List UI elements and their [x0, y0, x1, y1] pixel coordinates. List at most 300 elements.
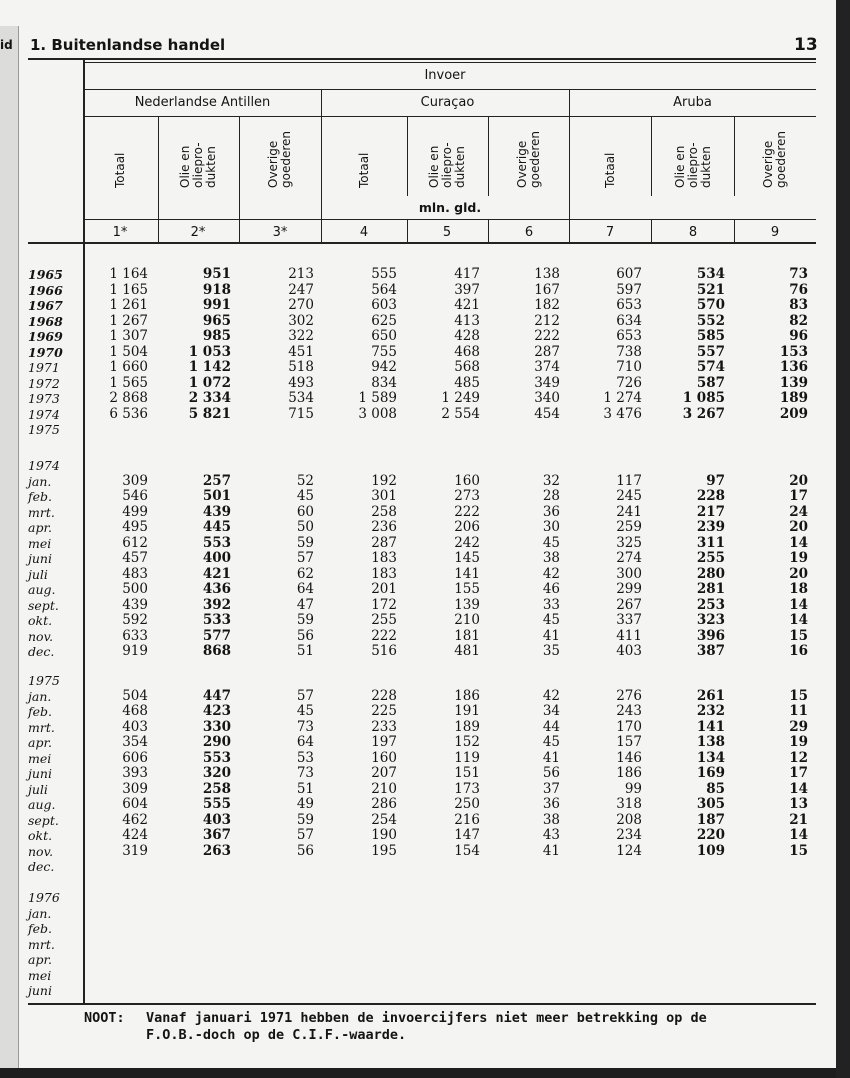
row-label: mei: [28, 967, 52, 983]
table-cell: 222: [534, 328, 560, 344]
table-cell: 258: [371, 503, 397, 520]
rule-top: [28, 58, 816, 60]
column-header-7: Totaal: [602, 152, 617, 188]
table-cell: 222: [454, 503, 480, 520]
table-cell: 241: [616, 503, 642, 520]
row-label: juli: [28, 566, 48, 582]
table-cell: 868: [202, 643, 231, 659]
table-title: Invoer: [424, 68, 466, 83]
rule-col-2: [239, 116, 240, 244]
table-cell: 64: [296, 734, 314, 750]
column-header-5: Olie en oliepro- dukten: [426, 142, 467, 188]
table-cell: 6 536: [109, 405, 148, 422]
table-cell: 30: [542, 519, 560, 535]
table-cell: 183: [371, 550, 397, 566]
table-cell: 232: [696, 703, 725, 719]
table-cell: 21: [789, 811, 808, 828]
table-cell: 428: [454, 328, 480, 344]
table-cell: 555: [202, 796, 231, 812]
table-cell: 1 053: [188, 343, 231, 360]
table-cell: 1 267: [109, 312, 148, 329]
row-label: aug.: [28, 582, 56, 597]
table-cell: 374: [534, 359, 560, 375]
table-cell: 28: [542, 488, 560, 504]
table-cell: 153: [779, 343, 808, 360]
row-label: juni: [28, 766, 52, 781]
table-cell: 577: [202, 627, 231, 644]
table-cell: 397: [454, 281, 480, 298]
table-cell: 154: [454, 842, 480, 859]
facing-page-edge: [0, 26, 19, 1068]
table-cell: 239: [696, 519, 725, 535]
row-label: jan.: [28, 688, 52, 704]
table-cell: 625: [371, 312, 397, 329]
row-label: mrt.: [28, 504, 55, 520]
table-cell: 20: [789, 519, 808, 535]
table-cell: 521: [696, 281, 725, 298]
table-cell: 197: [371, 734, 397, 750]
table-cell: 255: [371, 612, 397, 628]
table-cell: 305: [696, 796, 725, 812]
row-label: 1968: [28, 313, 63, 329]
rule-group-2: [569, 89, 570, 244]
row-label: 1965: [28, 267, 63, 282]
table-cell: 29: [789, 718, 808, 735]
table-cell: 151: [454, 765, 480, 781]
row-label: feb.: [28, 704, 52, 719]
table-cell: 468: [122, 703, 148, 719]
table-cell: 243: [616, 703, 642, 719]
table-cell: 16: [789, 643, 808, 659]
row-label: 1976: [28, 890, 60, 905]
footnote-label: NOOT:: [84, 1010, 125, 1026]
table-cell: 553: [202, 534, 231, 551]
table-cell: 19: [789, 550, 808, 566]
table-cell: 44: [542, 718, 560, 735]
rule-colnums-bottom: [28, 242, 816, 244]
table-cell: 147: [454, 827, 480, 843]
table-cell: 834: [371, 374, 397, 391]
table-cell: 396: [696, 627, 725, 644]
table-cell: 280: [696, 565, 725, 582]
table-cell: 1 142: [188, 359, 231, 375]
table-cell: 557: [696, 343, 725, 360]
table-cell: 604: [122, 796, 148, 812]
table-cell: 169: [696, 765, 725, 781]
table-cell: 299: [616, 581, 642, 597]
table-cell: 985: [202, 328, 231, 344]
table-cell: 403: [616, 643, 642, 659]
footnote-line-1: [84, 1010, 724, 1027]
table-cell: 18: [789, 581, 808, 597]
row-label: dec.: [28, 859, 55, 874]
table-cell: 504: [122, 687, 148, 704]
table-cell: 255: [696, 550, 725, 566]
row-label: sept.: [28, 812, 59, 828]
table-cell: 393: [122, 765, 148, 781]
table-cell: 634: [616, 312, 642, 329]
table-cell: 392: [202, 596, 231, 613]
table-cell: 34: [542, 703, 560, 719]
rule-col-7-low: [651, 219, 652, 244]
table-cell: 323: [696, 612, 725, 628]
row-label: apr.: [28, 520, 53, 535]
table-cell: 403: [122, 718, 148, 735]
table-cell: 2 554: [441, 405, 480, 422]
table-cell: 15: [789, 687, 808, 704]
row-label: jan.: [28, 473, 52, 489]
table-cell: 99: [624, 780, 642, 797]
table-cell: 152: [454, 734, 480, 750]
column-number-9: 9: [770, 225, 780, 240]
table-cell: 447: [202, 687, 231, 704]
table-cell: 173: [454, 780, 480, 797]
table-cell: 570: [696, 297, 725, 313]
table-cell: 228: [371, 687, 397, 704]
table-cell: 186: [454, 687, 480, 704]
row-label: 1971: [28, 360, 60, 375]
rule-col-8: [734, 116, 735, 196]
table-cell: 36: [542, 503, 560, 520]
table-cell: 20: [789, 472, 808, 489]
table-cell: 192: [371, 472, 397, 489]
table-cell: 250: [454, 796, 480, 812]
column-number-7: 7: [605, 225, 615, 240]
row-label: feb.: [28, 921, 52, 936]
table-cell: 160: [371, 749, 397, 766]
table-cell: 457: [122, 550, 148, 566]
rule-groups: [84, 89, 816, 90]
table-cell: 274: [616, 550, 642, 566]
table-cell: 286: [371, 796, 397, 812]
table-cell: 309: [122, 472, 148, 489]
table-cell: 436: [202, 581, 231, 597]
row-label: 1974: [28, 406, 60, 422]
table-cell: 501: [202, 488, 231, 504]
table-cell: 24: [789, 503, 808, 520]
table-cell: 208: [616, 811, 642, 828]
row-label: 1972: [28, 375, 60, 391]
table-cell: 167: [534, 281, 560, 298]
table-cell: 146: [616, 749, 642, 766]
table-cell: 210: [454, 612, 480, 628]
row-label: apr.: [28, 735, 53, 750]
table-cell: 710: [616, 359, 642, 375]
column-number-6: 6: [524, 225, 534, 240]
row-label: juni: [28, 983, 52, 998]
table-cell: 468: [454, 343, 480, 360]
table-cell: 421: [454, 297, 480, 313]
column-number-1: 1*: [112, 225, 128, 240]
table-cell: 96: [789, 328, 808, 344]
table-cell: 73: [296, 765, 314, 781]
table-cell: 319: [122, 842, 148, 859]
column-header-6: Overige goederen: [515, 131, 542, 188]
rule-col-5: [488, 116, 489, 196]
table-cell: 45: [542, 612, 560, 628]
table-cell: 3 267: [682, 405, 725, 422]
table-cell: 17: [789, 488, 808, 504]
table-cell: 1 072: [188, 374, 231, 391]
table-cell: 56: [542, 765, 560, 781]
table-cell: 37: [542, 780, 560, 797]
table-cell: 267: [616, 596, 642, 613]
row-label: 1975: [28, 673, 60, 688]
table-cell: 41: [542, 842, 560, 859]
table-cell: 182: [534, 297, 560, 313]
table-cell: 445: [202, 519, 231, 535]
table-cell: 516: [371, 643, 397, 659]
column-header-1: Totaal: [112, 152, 127, 188]
column-header-8: Olie en oliepro- dukten: [672, 142, 713, 188]
table-cell: 413: [454, 312, 480, 329]
row-label: 1975: [28, 422, 60, 437]
table-cell: 145: [454, 550, 480, 566]
table-cell: 119: [454, 749, 480, 766]
table-cell: 592: [122, 612, 148, 628]
row-label: nov.: [28, 628, 54, 644]
row-label: juli: [28, 781, 48, 797]
table-cell: 499: [122, 503, 148, 520]
table-cell: 919: [122, 643, 148, 659]
table-cell: 1 565: [109, 374, 148, 391]
rule-group-1: [321, 89, 322, 244]
table-cell: 186: [616, 765, 642, 781]
table-cell: 56: [296, 627, 314, 644]
table-cell: 217: [696, 503, 725, 520]
row-label: feb.: [28, 489, 52, 504]
table-cell: 546: [122, 488, 148, 504]
row-label: dec.: [28, 644, 55, 659]
rule-col-7: [651, 116, 652, 196]
table-cell: 51: [296, 780, 314, 797]
table-cell: 97: [706, 472, 725, 489]
table-cell: 59: [296, 612, 314, 628]
table-cell: 190: [371, 827, 397, 843]
table-cell: 247: [288, 281, 314, 298]
table-cell: 157: [616, 734, 642, 750]
table-cell: 633: [122, 627, 148, 644]
table-cell: 439: [202, 503, 231, 520]
table-cell: 612: [122, 534, 148, 551]
table-cell: 136: [779, 359, 808, 375]
table-cell: 270: [288, 297, 314, 313]
table-cell: 564: [371, 281, 397, 298]
table-cell: 53: [296, 749, 314, 766]
table-cell: 3 008: [358, 405, 397, 422]
table-cell: 942: [371, 359, 397, 375]
row-label: 1970: [28, 344, 63, 360]
table-cell: 213: [288, 266, 314, 282]
row-label: 1967: [28, 298, 63, 313]
table-cell: 367: [202, 827, 231, 843]
section-title: 1. Buitenlandse handel: [30, 36, 226, 54]
table-cell: 281: [696, 581, 725, 597]
table-cell: 552: [696, 312, 725, 329]
table-cell: 533: [202, 612, 231, 628]
table-cell: 17: [789, 765, 808, 781]
table-cell: 207: [371, 765, 397, 781]
table-cell: 340: [534, 390, 560, 406]
table-cell: 14: [789, 612, 808, 628]
table-cell: 15: [789, 842, 808, 859]
row-label: mei: [28, 750, 52, 766]
table-cell: 19: [789, 734, 808, 750]
table-cell: 45: [296, 488, 314, 504]
table-cell: 273: [454, 488, 480, 504]
row-label: aug.: [28, 797, 56, 812]
row-label: 1974: [28, 458, 60, 473]
table-cell: 32: [542, 472, 560, 489]
table-cell: 222: [371, 627, 397, 644]
table-cell: 14: [789, 534, 808, 551]
table-cell: 587: [696, 374, 725, 391]
table-cell: 14: [789, 596, 808, 613]
table-cell: 50: [296, 519, 314, 535]
table-cell: 574: [696, 359, 725, 375]
table-cell: 191: [454, 703, 480, 719]
table-cell: 206: [454, 519, 480, 535]
table-cell: 62: [296, 565, 314, 582]
facing-page-fragment: id: [0, 38, 13, 52]
table-cell: 715: [288, 405, 314, 422]
column-number-2: 2*: [190, 225, 206, 240]
table-cell: 209: [779, 405, 808, 422]
table-cell: 3 476: [603, 405, 642, 422]
table-cell: 14: [789, 780, 808, 797]
footnote-text-1: Vanaf januari 1971 hebben de invoercijfers niet meer betrekking op de: [146, 1010, 707, 1026]
table-cell: 1 085: [682, 390, 725, 406]
table-cell: 57: [296, 550, 314, 566]
table-cell: 20: [789, 565, 808, 582]
table-cell: 451: [288, 343, 314, 360]
table-cell: 155: [454, 581, 480, 597]
table-cell: 2 868: [109, 390, 148, 406]
table-cell: 411: [616, 627, 642, 644]
table-cell: 57: [296, 687, 314, 704]
table-cell: 45: [542, 534, 560, 551]
table-cell: 1 504: [109, 343, 148, 360]
table-cell: 51: [296, 643, 314, 659]
unit-label: mln. gld.: [418, 200, 482, 215]
table-cell: 650: [371, 328, 397, 344]
table-cell: 1 589: [358, 390, 397, 406]
table-cell: 585: [696, 328, 725, 344]
footnote-line-2: [84, 1027, 724, 1044]
footnote: [84, 1010, 724, 1044]
table-cell: 330: [202, 718, 231, 735]
table-cell: 1 249: [441, 390, 480, 406]
table-cell: 301: [371, 488, 397, 504]
table-cell: 234: [616, 827, 642, 843]
table-cell: 134: [696, 749, 725, 766]
table-cell: 216: [454, 811, 480, 828]
table-cell: 257: [202, 472, 231, 489]
table-cell: 403: [202, 811, 231, 828]
table-cell: 726: [616, 374, 642, 391]
table-cell: 276: [616, 687, 642, 704]
table-cell: 322: [288, 328, 314, 344]
table-cell: 13: [789, 796, 808, 812]
table-cell: 225: [371, 703, 397, 719]
table-cell: 568: [454, 359, 480, 375]
table-cell: 555: [371, 266, 397, 282]
table-cell: 38: [542, 811, 560, 828]
table-cell: 534: [288, 390, 314, 406]
table-cell: 755: [371, 343, 397, 360]
table-cell: 918: [202, 281, 231, 298]
table-cell: 951: [202, 266, 231, 282]
rule-colnums-top: [84, 219, 816, 220]
table-cell: 2 334: [188, 390, 231, 406]
row-label: nov.: [28, 843, 54, 859]
column-number-3: 3*: [272, 225, 288, 240]
table-cell: 76: [789, 281, 808, 298]
table-cell: 83: [789, 297, 808, 313]
table-cell: 991: [202, 297, 231, 313]
table-cell: 49: [296, 796, 314, 812]
table-cell: 41: [542, 749, 560, 766]
row-label: jan.: [28, 905, 52, 921]
table-cell: 56: [296, 842, 314, 859]
table-cell: 41: [542, 627, 560, 644]
column-number-8: 8: [688, 225, 698, 240]
column-header-4: Totaal: [356, 152, 371, 188]
table-cell: 59: [296, 534, 314, 551]
table-cell: 325: [616, 534, 642, 551]
table-cell: 189: [454, 718, 480, 735]
table-cell: 607: [616, 266, 642, 282]
table-cell: 170: [616, 718, 642, 735]
table-cell: 15: [789, 627, 808, 644]
table-cell: 52: [296, 472, 314, 489]
column-header-9: Overige goederen: [761, 131, 788, 188]
table-cell: 424: [122, 827, 148, 843]
table-cell: 553: [202, 749, 231, 766]
column-header-3: Overige goederen: [266, 131, 293, 188]
table-cell: 57: [296, 827, 314, 843]
table-cell: 117: [616, 472, 642, 489]
table-cell: 534: [696, 266, 725, 282]
table-cell: 12: [789, 749, 808, 766]
row-label: 1973: [28, 391, 60, 406]
table-cell: 46: [542, 581, 560, 597]
table-cell: 160: [454, 472, 480, 489]
table-cell: 236: [371, 519, 397, 535]
table-cell: 259: [616, 519, 642, 535]
table-cell: 387: [696, 643, 725, 659]
table-cell: 493: [288, 374, 314, 391]
table-cell: 263: [202, 842, 231, 859]
group-header-curacao: Curaçao: [420, 95, 475, 110]
table-cell: 60: [296, 503, 314, 520]
table-cell: 42: [542, 565, 560, 582]
table-cell: 290: [202, 734, 231, 750]
table-cell: 311: [696, 534, 725, 551]
table-cell: 1 164: [109, 266, 148, 282]
row-label: mei: [28, 535, 52, 551]
table-cell: 212: [534, 312, 560, 329]
table-cell: 300: [616, 565, 642, 582]
table-cell: 189: [779, 390, 808, 406]
rule-col-1: [158, 116, 159, 244]
table-cell: 85: [706, 780, 725, 797]
column-number-5: 5: [442, 225, 452, 240]
table-cell: 1 274: [603, 390, 642, 406]
table-cell: 287: [371, 534, 397, 551]
table-cell: 287: [534, 343, 560, 360]
table-cell: 82: [789, 312, 808, 329]
